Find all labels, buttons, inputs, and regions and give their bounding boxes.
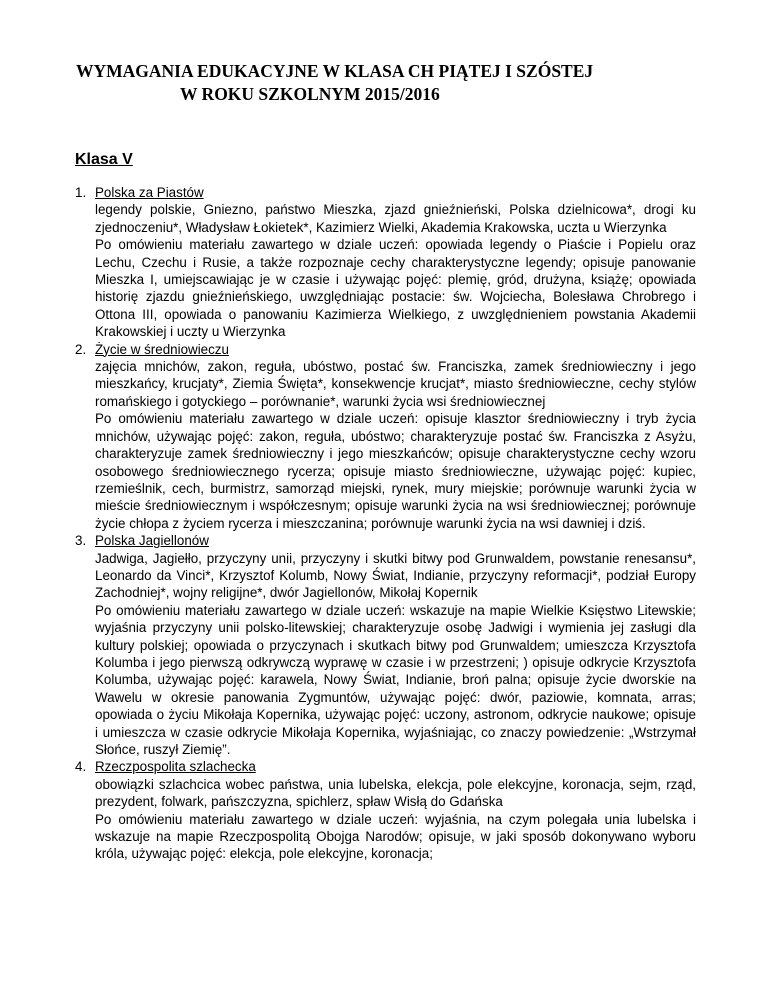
section-number: 4.: [75, 759, 87, 775]
section-item: [0, 532, 696, 758]
section-number: 3.: [75, 533, 87, 549]
section-item: [0, 758, 696, 862]
section-number: 1.: [75, 185, 87, 200]
title-line-2: W ROKU SZKOLNYM 2015/2016: [180, 84, 440, 104]
section-title: Rzeczpospolita szlachecka: [95, 759, 256, 775]
section-terms: legendy polskie, Gniezno, państwo Mieszka, zjazd gnieźnieński, Polska dzielnicowa*, drogi ku zjednoczeniu*, Władysław Łokietek*, Kazimierz Wielki, Akademia Krakowska, uczta u Wierzynka: [95, 202, 696, 235]
section-title: Polska Jagiellonów: [95, 533, 209, 549]
section-requirements: Po omówieniu materiału zawartego w dziale uczeń: wyjaśnia, na czym polegała unia lubelska i wskazuje na mapie Rzeczpospolitą Obojga Narodów; opisuje, w jaki sposób dokonywano wyboru króla, używając pojęć: elekcja, pole elekcyjne, koronacja;: [95, 811, 696, 862]
section-terms: Jadwiga, Jagiełło, przyczyny unii, przyczyny i skutki bitwy pod Grunwaldem, powstanie renesansu*, Leonardo da Vinci*, Krzysztof Kolumb, Nowy Świat, Indianie, przyczyny reformacji*, podział Europy Zachodniej*, wojny religijne*, dwór Jagiellonów, Mikołaj Kopernik: [95, 550, 696, 601]
section-requirements: Po omówieniu materiału zawartego w dziale uczeń: wskazuje na mapie Wielkie Księstwo Litewskie; wyjaśnia przyczyny unii polsko-litewskiej; charakteryzuje osobę Jadwigi i wymienia jej zasługi dla kultury polskiej; opowiada o przyczynach i skutkach bitwy pod Grunwaldem; umieszcza Krzysztofa Kolumba i jego pierwszą odkrywczą wyprawę w czasie i w przestrzeni; ) opisuje odkrycie Krzysztofa Kolumba, używając pojęć: karawela, Nowy Świat, Indianie, broń palna; opisuje życie dworskie na Wawelu w okresie panowania Zygmuntów, używając pojęć: dwór, paziowie, komnata, arras; opowiada o życiu Mikołaja Kopernika, używając pojęć: uczony, astronom, odkrycie naukowe; opisuje i umieszcza w czasie odkrycie Mikołaja Kopernika, wyjaśniając, co znaczy powiedzenie: „Wstrzymał Słońce, ruszył Ziemię”.: [95, 602, 696, 757]
class-heading: Klasa V: [75, 151, 133, 168]
section-requirements: Po omówieniu materiału zawartego w dziale uczeń: opowiada legendy o Piaście i Popielu oraz Lechu, Czechu i Rusie, a także rozpoznaje cechy charakterystyczne legendy; opisuje panowanie Mieszka I, umiejscawiając je w czasie i używając pojęć: plemię, gród, drużyna, książę; opowiada historię zjazdu gnieźnieńskiego, uwzględniając postacie: św. Wojciecha, Bolesława Chrobrego i Ottona III, opowiada o panowaniu Kazimierza Wielkiego, z uwzględnieniem powstania Akademii Krakowskiej i uczty u Wierzynka: [95, 237, 696, 340]
section-title: Życie w średniowieczu: [95, 341, 229, 357]
section-terms: zajęcia mnichów, zakon, reguła, ubóstwo, postać św. Franciszka, zamek średniowieczny i jego mieszkańcy, krucjaty*, Ziemia Święta*, konsekwencje krucjat*, miasto średniowieczne, cechy stylów romańskiego i gotyckiego – porównanie*, warunki życia wsi średniowiecznej: [95, 359, 696, 409]
section-requirements: Po omówieniu materiału zawartego w dziale uczeń: opisuje klasztor średniowieczny i tryb życia mnichów, używając pojęć: zakon, reguła, ubóstwo; charakteryzuje postać św. Franciszka z Asyżu, charakteryzuje zamek średniowieczny i jego mieszkańców; opisuje charakterystyczne cechy wzoru osobowego średniowiecznego rycerza; opisuje miasto średniowieczne, używając pojęć: kupiec, rzemieślnik, cech, burmistrz, samorząd miejski, rynek, mury miejskie; porównuje warunki życia w mieście średniowiecznym i współczesnym; opisuje warunki życia na wsi średniowiecznej; porównuje życie chłopa z życiem rycerza i mieszczanina; porównuje warunki życia na wsi dawniej i dziś.: [95, 411, 696, 531]
document-title: [76, 60, 716, 106]
section-item: [0, 341, 696, 532]
section-terms: obowiązki szlachcica wobec państwa, unia lubelska, elekcja, pole elekcyjne, koronacja, sejm, rząd, prezydent, folwark, pańszczyzna, spichlerz, spław Wisłą do Gdańska: [95, 776, 696, 810]
sections-list: [0, 184, 696, 863]
title-line-1: WYMAGANIA EDUKACYJNE W KLASA CH PIĄTEJ I SZÓSTEJ: [76, 61, 594, 81]
section-item: [0, 184, 696, 341]
section-title: Polska za Piastów: [95, 185, 204, 200]
section-number: 2.: [75, 341, 87, 357]
